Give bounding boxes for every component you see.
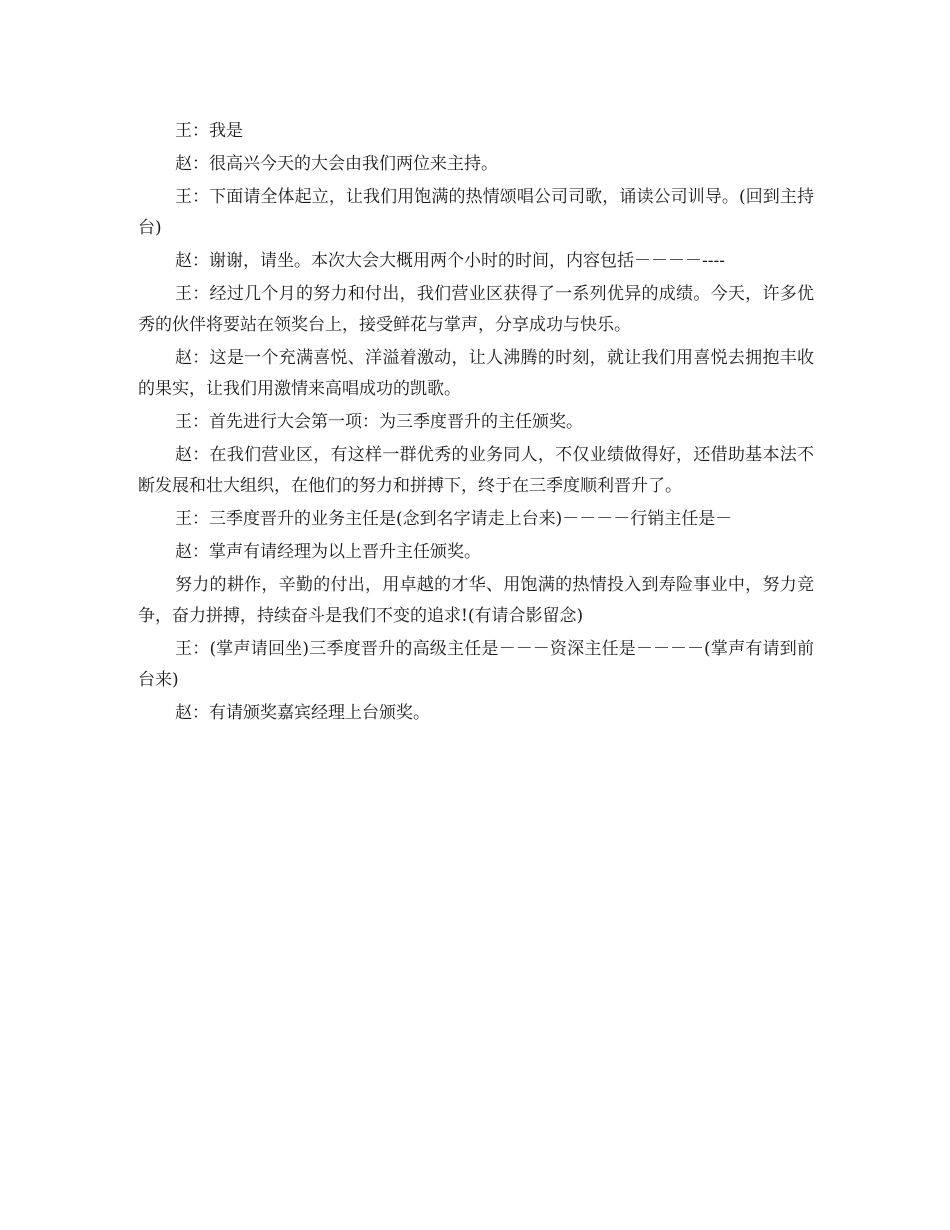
paragraph-9: 王：三季度晋升的业务主任是(念到名字请走上台来)－－－－行销主任是－ <box>175 509 733 529</box>
paragraph-2: 赵：很高兴今天的大会由我们两位来主持。 <box>175 154 498 174</box>
paragraph-13: 赵：有请颁奖嘉宾经理上台颁奖。 <box>175 703 430 723</box>
paragraph-5: 王：经过几个月的努力和付出，我们营业区获得了一系列优异的成绩。今天，许多优秀的伙伴将要站在领奖台上，接受鲜花与掌声，分享成功与快乐。 <box>138 284 814 335</box>
paragraph-3: 王：下面请全体起立，让我们用饱满的热情颂唱公司司歌，诵读公司训导。(回到主持台) <box>138 187 814 238</box>
paragraph-6: 赵：这是一个充满喜悦、洋溢着激动，让人沸腾的时刻，就让我们用喜悦去拥抱丰收的果实，让我们用激情来高唱成功的凯歌。 <box>138 348 814 399</box>
paragraph-7: 王：首先进行大会第一项：为三季度晋升的主任颁奖。 <box>175 412 583 432</box>
paragraph-1: 王：我是 <box>175 121 243 141</box>
paragraph-12: 王：(掌声请回坐)三季度晋升的高级主任是－－－资深主任是－－－－(掌声有请到前台来) <box>138 639 814 690</box>
paragraph-8: 赵：在我们营业区，有这样一群优秀的业务同人，不仅业绩做得好，还借助基本法不断发展和壮大组织，在他们的努力和拼搏下，终于在三季度顺利晋升了。 <box>138 445 814 496</box>
paragraph-4: 赵：谢谢，请坐。本次大会大概用两个小时的时间，内容包括－－－－---- <box>175 251 725 271</box>
document-body <box>138 116 814 731</box>
paragraph-11: 努力的耕作，辛勤的付出，用卓越的才华、用饱满的热情投入到寿险事业中，努力竞争，奋力拼搏，持续奋斗是我们不变的追求!(有请合影留念) <box>138 575 814 626</box>
paragraph-10: 赵：掌声有请经理为以上晋升主任颁奖。 <box>175 542 481 562</box>
